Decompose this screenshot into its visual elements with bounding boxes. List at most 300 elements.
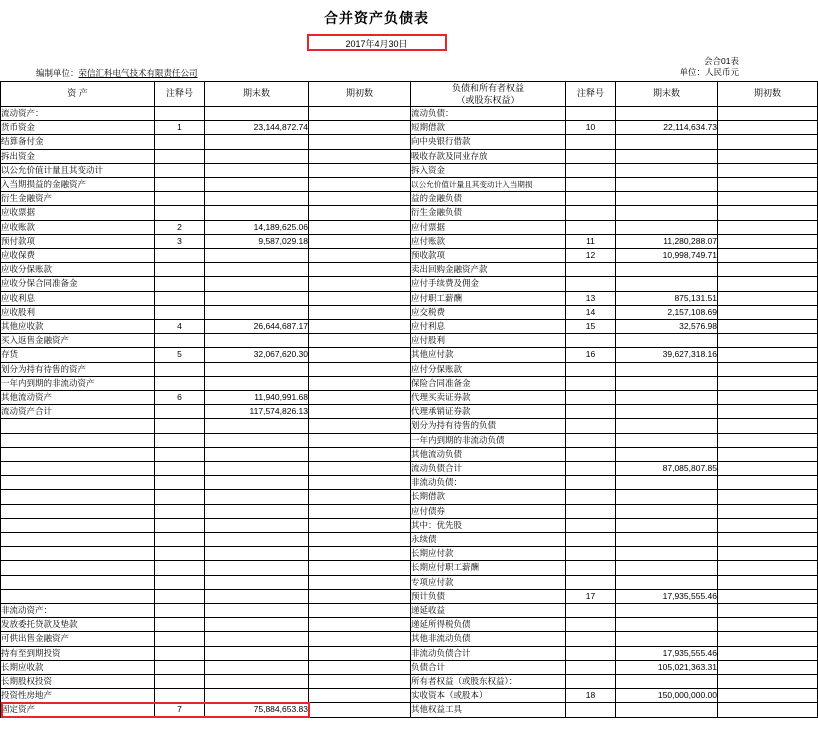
row-asset-begin <box>309 447 411 461</box>
row-asset-note <box>155 575 205 589</box>
row-liability-end <box>616 504 718 518</box>
row-liability-begin <box>718 234 818 248</box>
table-row <box>1 376 818 390</box>
row-asset-begin <box>309 405 411 419</box>
row-liability-note <box>566 660 616 674</box>
row-liability-label: 应付账款 <box>411 234 566 248</box>
row-asset-note <box>155 362 205 376</box>
row-liability-begin <box>718 348 818 362</box>
row-liability-label: 其他非流动负债 <box>411 632 566 646</box>
row-liability-begin <box>718 220 818 234</box>
row-asset-end <box>205 135 309 149</box>
row-liability-label: 其他应付款 <box>411 348 566 362</box>
row-liability-note <box>566 632 616 646</box>
row-asset-label: 以公允价值计量且其变动计 <box>1 163 155 177</box>
row-asset-label: 应收保费 <box>1 248 155 262</box>
row-asset-begin <box>309 604 411 618</box>
row-asset-note: 3 <box>155 234 205 248</box>
row-liability-label: 递延所得税负债 <box>411 618 566 632</box>
row-asset-begin <box>309 632 411 646</box>
row-asset-label: 固定资产 <box>1 703 155 717</box>
row-liability-note <box>566 263 616 277</box>
row-asset-note <box>155 405 205 419</box>
table-row <box>1 362 818 376</box>
row-liability-end: 875,131.51 <box>616 291 718 305</box>
row-asset-begin <box>309 703 411 717</box>
row-liability-label: 非流动负债： <box>411 476 566 490</box>
row-asset-label <box>1 575 155 589</box>
row-liability-label: 长期应付款 <box>411 547 566 561</box>
row-liability-begin <box>718 703 818 717</box>
row-asset-begin <box>309 675 411 689</box>
row-liability-note <box>566 476 616 490</box>
table-row <box>1 163 818 177</box>
row-asset-begin <box>309 376 411 390</box>
row-asset-note <box>155 334 205 348</box>
row-asset-begin <box>309 561 411 575</box>
row-liability-end: 11,280,288.07 <box>616 234 718 248</box>
row-asset-label <box>1 504 155 518</box>
row-asset-begin <box>309 533 411 547</box>
row-asset-end <box>205 163 309 177</box>
row-liability-note <box>566 533 616 547</box>
row-asset-end <box>205 263 309 277</box>
row-asset-end: 14,189,625.06 <box>205 220 309 234</box>
row-liability-label: 应付票据 <box>411 220 566 234</box>
row-asset-label: 长期股权投资 <box>1 675 155 689</box>
row-liability-end: 22,114,634.73 <box>616 121 718 135</box>
row-liability-end <box>616 447 718 461</box>
row-liability-end <box>616 135 718 149</box>
row-liability-begin <box>718 263 818 277</box>
row-liability-end <box>616 675 718 689</box>
row-liability-note <box>566 447 616 461</box>
row-liability-note <box>566 149 616 163</box>
row-liability-label: 专项应付款 <box>411 575 566 589</box>
row-liability-begin <box>718 675 818 689</box>
row-asset-note: 4 <box>155 319 205 333</box>
row-liability-begin <box>718 575 818 589</box>
row-liability-begin <box>718 476 818 490</box>
row-asset-begin <box>309 220 411 234</box>
row-asset-label <box>1 589 155 603</box>
row-liability-end: 150,000,000.00 <box>616 689 718 703</box>
table-row <box>1 632 818 646</box>
row-liability-note <box>566 561 616 575</box>
table-row <box>1 192 818 206</box>
row-asset-label <box>1 433 155 447</box>
row-asset-end <box>205 675 309 689</box>
table-row <box>1 305 818 319</box>
row-liability-note <box>566 675 616 689</box>
table-row <box>1 575 818 589</box>
row-asset-begin <box>309 348 411 362</box>
balance-sheet-page <box>0 8 781 729</box>
row-liability-note <box>566 433 616 447</box>
row-asset-label <box>1 490 155 504</box>
row-asset-begin <box>309 291 411 305</box>
row-liability-begin <box>718 291 818 305</box>
row-liability-begin <box>718 604 818 618</box>
table-row <box>1 533 818 547</box>
row-liability-begin <box>718 433 818 447</box>
table-row <box>1 334 818 348</box>
row-liability-note <box>566 618 616 632</box>
row-asset-end <box>205 689 309 703</box>
row-liability-begin <box>718 618 818 632</box>
row-liability-label: 应交税费 <box>411 305 566 319</box>
row-asset-note <box>155 533 205 547</box>
row-liability-end: 2,157,108.69 <box>616 305 718 319</box>
row-asset-begin <box>309 391 411 405</box>
row-liability-label: 负债合计 <box>411 660 566 674</box>
meta-row <box>0 52 753 81</box>
row-liability-end <box>616 490 718 504</box>
header-end-right: 期末数 <box>616 81 718 106</box>
row-liability-label: 长期借款 <box>411 490 566 504</box>
row-asset-end: 23,144,872.74 <box>205 121 309 135</box>
row-asset-end <box>205 646 309 660</box>
row-asset-end <box>205 177 309 191</box>
table-row <box>1 490 818 504</box>
row-asset-label: 发放委托贷款及垫款 <box>1 618 155 632</box>
row-liability-label: 划分为持有待售的负债 <box>411 419 566 433</box>
table-body <box>1 106 818 717</box>
row-liability-note <box>566 703 616 717</box>
row-asset-note <box>155 646 205 660</box>
row-asset-note <box>155 248 205 262</box>
row-asset-label: 一年内到期的非流动资产 <box>1 376 155 390</box>
row-asset-note <box>155 689 205 703</box>
row-asset-note <box>155 376 205 390</box>
row-asset-end <box>205 561 309 575</box>
row-asset-end <box>205 618 309 632</box>
row-asset-note <box>155 504 205 518</box>
row-asset-note <box>155 618 205 632</box>
row-liability-end <box>616 220 718 234</box>
row-asset-note <box>155 632 205 646</box>
row-asset-end <box>205 305 309 319</box>
row-asset-label: 拆出资金 <box>1 149 155 163</box>
meta-right <box>679 56 745 79</box>
row-asset-end <box>205 291 309 305</box>
row-liability-label: 应付利息 <box>411 319 566 333</box>
row-asset-begin <box>309 575 411 589</box>
row-asset-note <box>155 462 205 476</box>
row-asset-label <box>1 533 155 547</box>
row-liability-note <box>566 646 616 660</box>
row-asset-label <box>1 447 155 461</box>
table-row <box>1 589 818 603</box>
row-liability-label: 短期借款 <box>411 121 566 135</box>
row-asset-end <box>205 632 309 646</box>
table-row <box>1 405 818 419</box>
row-asset-note <box>155 206 205 220</box>
table-header-row <box>1 81 818 106</box>
row-asset-begin <box>309 476 411 490</box>
row-liability-label: 代理买卖证券款 <box>411 391 566 405</box>
table-row <box>1 660 818 674</box>
table-row <box>1 135 818 149</box>
row-asset-end <box>205 106 309 120</box>
row-asset-label: 可供出售金融资产 <box>1 632 155 646</box>
row-liability-end <box>616 518 718 532</box>
row-asset-note <box>155 263 205 277</box>
row-liability-begin <box>718 504 818 518</box>
row-asset-begin <box>309 121 411 135</box>
row-asset-note: 1 <box>155 121 205 135</box>
row-asset-label: 流动资产： <box>1 106 155 120</box>
row-asset-begin <box>309 334 411 348</box>
table-row <box>1 177 818 191</box>
row-liability-end <box>616 362 718 376</box>
row-asset-label: 应收利息 <box>1 291 155 305</box>
row-asset-end <box>205 575 309 589</box>
row-liability-end <box>616 561 718 575</box>
row-asset-begin <box>309 419 411 433</box>
row-liability-end <box>616 391 718 405</box>
table-row <box>1 106 818 120</box>
row-liability-begin <box>718 462 818 476</box>
row-asset-note <box>155 277 205 291</box>
row-asset-end <box>205 476 309 490</box>
table-row <box>1 618 818 632</box>
row-asset-end <box>205 547 309 561</box>
row-liability-end <box>616 192 718 206</box>
row-asset-end <box>205 533 309 547</box>
row-liability-begin <box>718 490 818 504</box>
row-asset-begin <box>309 362 411 376</box>
row-liability-end <box>616 476 718 490</box>
row-liability-end <box>616 618 718 632</box>
row-liability-begin <box>718 305 818 319</box>
row-liability-end <box>616 149 718 163</box>
row-liability-begin <box>718 277 818 291</box>
row-asset-begin <box>309 206 411 220</box>
table-row <box>1 476 818 490</box>
row-liability-begin <box>718 533 818 547</box>
row-asset-begin <box>309 490 411 504</box>
row-asset-note <box>155 490 205 504</box>
row-asset-note <box>155 163 205 177</box>
row-asset-label: 应收账款 <box>1 220 155 234</box>
row-asset-end <box>205 504 309 518</box>
row-asset-begin <box>309 518 411 532</box>
row-asset-begin <box>309 305 411 319</box>
table-row <box>1 419 818 433</box>
row-liability-note <box>566 419 616 433</box>
header-note-right: 注释号 <box>566 81 616 106</box>
row-asset-label <box>1 547 155 561</box>
row-asset-note <box>155 447 205 461</box>
row-asset-end <box>205 462 309 476</box>
row-liability-begin <box>718 149 818 163</box>
row-asset-begin <box>309 433 411 447</box>
row-liability-label: 预收款项 <box>411 248 566 262</box>
header-note-left: 注释号 <box>155 81 205 106</box>
row-asset-begin <box>309 547 411 561</box>
row-asset-label: 其他流动资产 <box>1 391 155 405</box>
row-asset-note <box>155 291 205 305</box>
row-liability-end <box>616 547 718 561</box>
row-liability-end <box>616 163 718 177</box>
row-liability-begin <box>718 163 818 177</box>
row-asset-label: 衍生金融资产 <box>1 192 155 206</box>
row-liability-end <box>616 405 718 419</box>
row-liability-end <box>616 177 718 191</box>
row-asset-end: 117,574,826.13 <box>205 405 309 419</box>
prepared-by-label: 编制单位： <box>36 67 79 78</box>
header-liabilities-line1: 负债和所有者权益 <box>451 82 524 93</box>
row-liability-label: 递延收益 <box>411 604 566 618</box>
row-liability-label: 其他流动负债 <box>411 447 566 461</box>
row-liability-begin <box>718 106 818 120</box>
row-asset-note <box>155 561 205 575</box>
header-assets: 资 产 <box>1 81 155 106</box>
table-row <box>1 703 818 717</box>
row-asset-label <box>1 561 155 575</box>
table-row <box>1 646 818 660</box>
row-asset-label <box>1 518 155 532</box>
row-asset-end <box>205 660 309 674</box>
currency-unit: 单位：人民币元 <box>679 67 739 78</box>
row-liability-label: 以公允价值计量且其变动计入当期损 <box>411 177 566 191</box>
row-asset-begin <box>309 660 411 674</box>
row-liability-label: 应付职工薪酬 <box>411 291 566 305</box>
row-asset-note: 7 <box>155 703 205 717</box>
row-liability-label: 流动负债： <box>411 106 566 120</box>
row-liability-end: 17,935,555.46 <box>616 589 718 603</box>
row-asset-label: 货币资金 <box>1 121 155 135</box>
row-asset-note <box>155 518 205 532</box>
row-liability-end: 105,021,363.31 <box>616 660 718 674</box>
row-liability-note <box>566 135 616 149</box>
row-liability-begin <box>718 121 818 135</box>
row-liability-begin <box>718 689 818 703</box>
row-asset-note <box>155 177 205 191</box>
row-liability-label: 预计负债 <box>411 589 566 603</box>
row-asset-label: 投资性房地产 <box>1 689 155 703</box>
row-liability-begin <box>718 206 818 220</box>
row-asset-begin <box>309 248 411 262</box>
row-asset-end <box>205 277 309 291</box>
row-liability-begin <box>718 589 818 603</box>
header-liabilities-line2: （或股东权益） <box>456 94 520 105</box>
row-liability-label: 其中：优先股 <box>411 518 566 532</box>
row-asset-end <box>205 490 309 504</box>
row-liability-begin <box>718 518 818 532</box>
row-asset-end <box>205 433 309 447</box>
row-liability-note: 16 <box>566 348 616 362</box>
row-liability-note <box>566 362 616 376</box>
table-row <box>1 391 818 405</box>
row-asset-end <box>205 419 309 433</box>
row-liability-end <box>616 703 718 717</box>
row-asset-note <box>155 192 205 206</box>
row-liability-label: 衍生金融负债 <box>411 206 566 220</box>
row-liability-begin <box>718 248 818 262</box>
row-liability-note <box>566 547 616 561</box>
table-row <box>1 447 818 461</box>
prepared-by <box>36 67 198 79</box>
date-highlight-box <box>307 34 447 51</box>
table-row <box>1 277 818 291</box>
row-liability-note <box>566 106 616 120</box>
table-row <box>1 675 818 689</box>
row-asset-note <box>155 433 205 447</box>
row-liability-begin <box>718 135 818 149</box>
row-liability-label: 益的金融负债 <box>411 192 566 206</box>
row-asset-note: 5 <box>155 348 205 362</box>
row-liability-end <box>616 106 718 120</box>
header-end-left: 期末数 <box>205 81 309 106</box>
row-liability-end <box>616 419 718 433</box>
row-asset-end: 75,884,653.83 <box>205 703 309 717</box>
row-liability-end <box>616 632 718 646</box>
header-begin-left: 期初数 <box>309 81 411 106</box>
row-asset-begin <box>309 618 411 632</box>
row-liability-label: 应付股利 <box>411 334 566 348</box>
row-asset-note <box>155 604 205 618</box>
row-liability-begin <box>718 419 818 433</box>
page-title: 合并资产负债表 <box>324 10 429 26</box>
row-liability-end <box>616 263 718 277</box>
row-asset-note <box>155 660 205 674</box>
row-liability-note: 14 <box>566 305 616 319</box>
balance-sheet-table <box>0 81 818 718</box>
row-asset-label: 应收票据 <box>1 206 155 220</box>
row-liability-label: 流动负债合计 <box>411 462 566 476</box>
row-asset-begin <box>309 192 411 206</box>
row-asset-label: 划分为持有待售的资产 <box>1 362 155 376</box>
row-liability-end <box>616 206 718 220</box>
table-row <box>1 348 818 362</box>
row-asset-label: 其他应收款 <box>1 319 155 333</box>
row-liability-end <box>616 433 718 447</box>
row-liability-begin <box>718 447 818 461</box>
row-liability-begin <box>718 376 818 390</box>
row-liability-end: 17,935,555.46 <box>616 646 718 660</box>
table-row <box>1 291 818 305</box>
row-asset-begin <box>309 589 411 603</box>
row-asset-begin <box>309 462 411 476</box>
row-asset-label: 买入返售金融资产 <box>1 334 155 348</box>
row-liability-label: 卖出回购金融资产款 <box>411 263 566 277</box>
row-asset-note <box>155 305 205 319</box>
row-asset-note <box>155 476 205 490</box>
row-asset-begin <box>309 319 411 333</box>
row-liability-begin <box>718 192 818 206</box>
row-asset-label: 入当期损益的金融资产 <box>1 177 155 191</box>
row-liability-end <box>616 575 718 589</box>
row-liability-label: 应付债券 <box>411 504 566 518</box>
row-liability-end <box>616 533 718 547</box>
row-liability-label: 所有者权益（或股东权益）： <box>411 675 566 689</box>
row-liability-label: 永续债 <box>411 533 566 547</box>
row-asset-end <box>205 518 309 532</box>
row-liability-label: 非流动负债合计 <box>411 646 566 660</box>
row-asset-note <box>155 547 205 561</box>
row-liability-label: 保险合同准备金 <box>411 376 566 390</box>
row-liability-label: 应付手续费及佣金 <box>411 277 566 291</box>
row-liability-note: 10 <box>566 121 616 135</box>
row-liability-label: 应付分保账款 <box>411 362 566 376</box>
row-liability-begin <box>718 405 818 419</box>
row-asset-begin <box>309 277 411 291</box>
row-asset-end: 11,940,991.68 <box>205 391 309 405</box>
row-liability-label: 代理承销证券款 <box>411 405 566 419</box>
table-row <box>1 561 818 575</box>
